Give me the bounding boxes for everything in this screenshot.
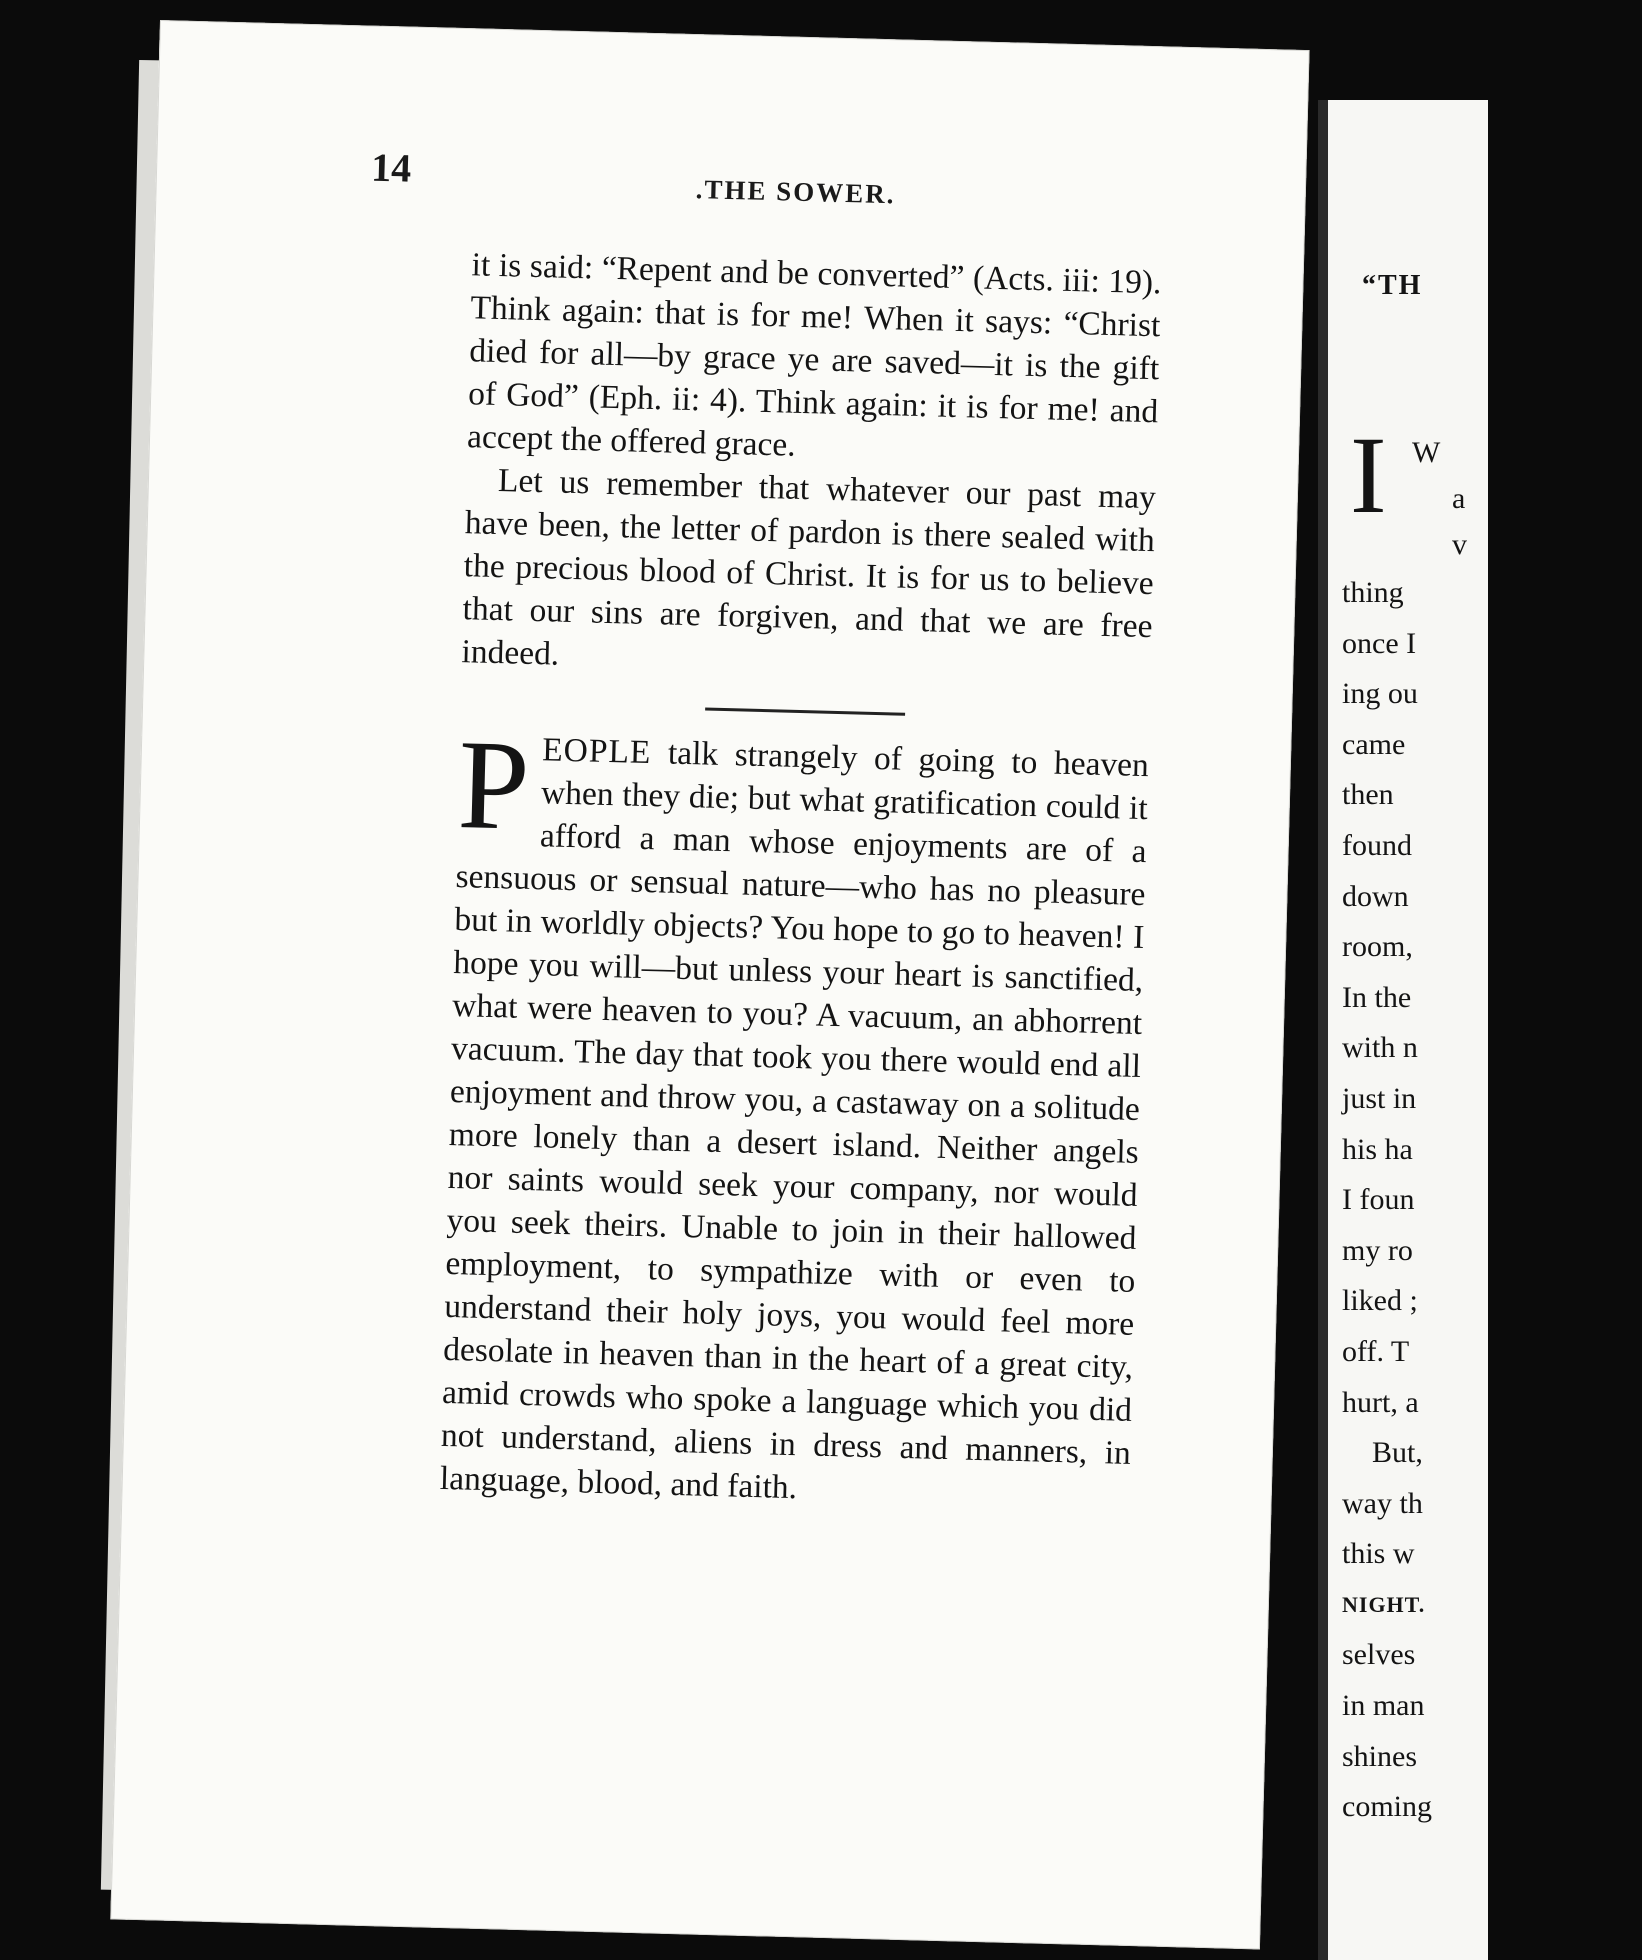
right-top-lines [1412, 430, 1467, 568]
text-line: v [1452, 528, 1467, 561]
text-line: found [1342, 828, 1412, 862]
text-line: a [1452, 482, 1466, 515]
drop-cap: P [456, 713, 532, 857]
right-running-head: “TH [1362, 270, 1423, 301]
text-line: just in [1342, 1081, 1417, 1115]
page-number: 14 [370, 144, 412, 191]
text-line: W [1412, 436, 1441, 469]
text-line: came [1342, 727, 1406, 761]
text-line: thing [1342, 576, 1404, 609]
text-line: then [1342, 778, 1394, 812]
text-line: way th [1342, 1486, 1423, 1520]
text-line: this w [1342, 1537, 1415, 1571]
text-line: But, [1372, 1436, 1423, 1470]
book-page-left [110, 20, 1309, 1949]
text-line: with n [1342, 1031, 1418, 1065]
text-line: I foun [1342, 1183, 1415, 1217]
paragraph: it is said: “Repent and be converted” (Acts. iii: 19). Think again: that is for me! When it says: “Christ died for all—by grace ye are saved—it is the gift of God” (Eph. ii: 4). Think again: it is for me! and accept the offered grace. [466, 246, 1162, 464]
drop-cap: I [1350, 414, 1387, 536]
text-line: ing ou [1342, 677, 1418, 711]
text-line: in man [1342, 1689, 1425, 1723]
right-page-lines [1342, 568, 1432, 1833]
text-line: In the [1342, 980, 1412, 1014]
text-line: NIGHT. [1342, 1591, 1426, 1617]
section-divider [705, 708, 905, 716]
article-body [439, 243, 1162, 1518]
text-line: his ha [1342, 1132, 1413, 1166]
text-line: shines [1342, 1739, 1417, 1773]
paragraph: Let us remember that whatever our past may have been, the letter of pardon is there sealed with the precious blood of Christ. It is for us to believe that our sins are forgiven, and that we are free indeed. [461, 462, 1157, 673]
book-page-right [1318, 100, 1488, 1960]
text-line: selves [1342, 1638, 1416, 1672]
text-line: once I [1342, 626, 1417, 660]
text-line: coming [1342, 1790, 1432, 1824]
text-line: down [1342, 879, 1409, 913]
running-head: .THE SOWER. [695, 174, 896, 210]
text-line: hurt, a [1342, 1385, 1419, 1419]
paragraph-text: talk strangely of going to heaven when they die; but what gratification could it afford a man whose enjoyments are of a sensuous or sensual nature—who has no pleasure but in worldly objects? You hope to go to heaven! I hope you will—but unless your heart is sanctified, what were heaven to you? A vacuum, an abhorrent vacuum. The day that took you there would end all enjoyment and throw you, a castaway on a solitude more lonely than a desert island. Neither angels nor saints would seek your company, nor would you seek theirs. Unable to join in their hallowed employment, to sympathize with or even to understand their holy joys, you would feel more desolate in heaven than in the heart of a great city, amid crowds who spoke a language which you did not understand, aliens in dress and manners, in language, blood, and faith. [439, 734, 1150, 1507]
paragraph [439, 713, 1150, 1518]
lead-word: EOPLE [541, 731, 652, 772]
text-line: my ro [1342, 1233, 1413, 1267]
text-line: room, [1342, 930, 1413, 964]
text-line: liked ; [1342, 1284, 1418, 1318]
text-line: off. T [1342, 1334, 1410, 1368]
